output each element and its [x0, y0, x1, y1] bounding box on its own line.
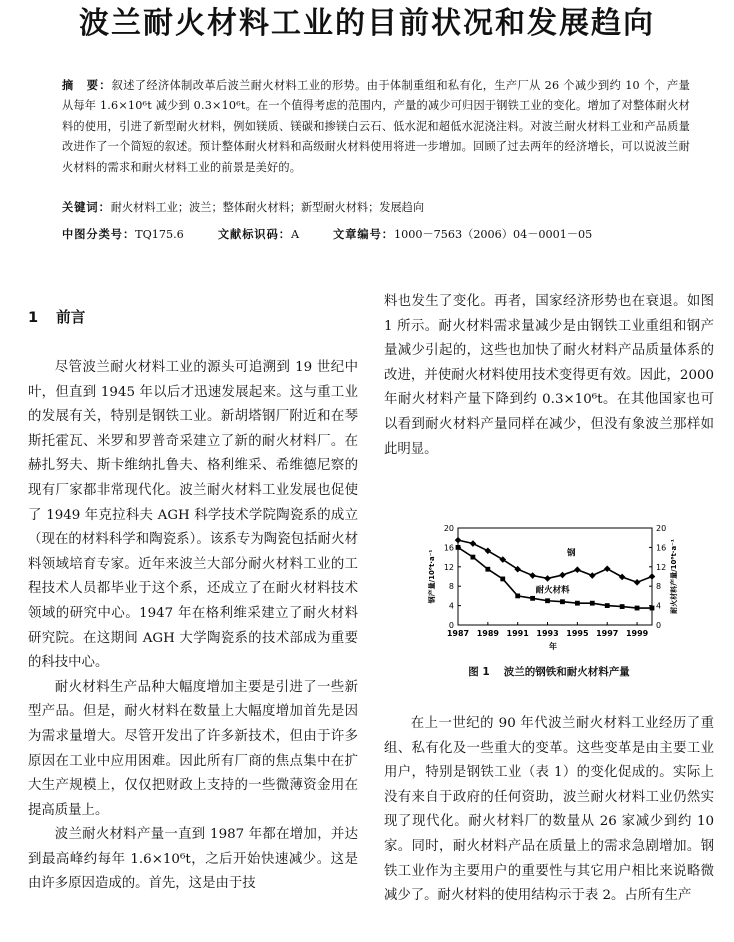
x-axis-label: 年	[549, 642, 557, 651]
figure-number: 图 1	[468, 666, 490, 678]
data-point-refractory	[471, 555, 476, 560]
series-label-refractory: 耐火材料	[535, 585, 570, 596]
data-point-refractory	[500, 577, 505, 582]
classification-line	[62, 226, 592, 242]
keywords-text: 耐火材料工业；波兰；整体耐火材料；新型耐火材料；发展趋向	[110, 201, 425, 214]
y-tick-label-left: 0	[448, 621, 454, 630]
data-point-steel	[634, 579, 641, 586]
y-tick-label-right: 20	[656, 524, 667, 533]
data-point-steel	[470, 540, 477, 547]
figure-caption	[384, 664, 714, 679]
section-number: 1	[28, 309, 39, 326]
series-label-steel: 钢	[566, 548, 576, 559]
y-tick-label-left: 8	[448, 582, 454, 592]
y-tick-label-left: 12	[443, 562, 454, 572]
data-point-steel	[649, 573, 656, 580]
doc-code-value: A	[290, 228, 300, 241]
y-tick-label-left: 4	[448, 601, 454, 611]
data-point-steel	[529, 572, 536, 579]
y-tick-label-left: 20	[443, 524, 454, 533]
abstract-label: 摘 要：	[62, 79, 112, 92]
data-point-steel	[544, 575, 551, 582]
x-tick-label: 1987	[446, 629, 470, 638]
paragraph: 耐火材料生产品种大幅度增加主要是引进了一些新型产品。但是，耐火材料在数量上大幅度增加首先是因为需求量增大。尽管开发出了许多新技术，但由于许多原因在工业中应用困难。因此所有厂商的焦点集中在扩大生产规模上，仅仅把财政上支持的一些微薄资金用在提高质量上。	[28, 679, 358, 818]
data-point-refractory	[515, 594, 520, 599]
data-point-refractory	[530, 596, 535, 601]
data-point-steel	[559, 572, 566, 579]
y-axis-label-left: 钢产量/10⁶t·a⁻¹	[428, 549, 436, 604]
right-column-bottom	[384, 712, 714, 909]
x-tick-label: 1997	[596, 629, 619, 638]
data-point-steel	[619, 574, 626, 581]
data-point-steel	[455, 537, 462, 544]
data-point-steel	[574, 566, 581, 573]
abstract-text: 叙述了经济体制改革后波兰耐火材料工业的形势。由于体制重组和私有化，生产厂从 26 个减少到约 10 个，产量从每年 1.6×10⁶t 减少到 0.3×10⁶t。在一个值得考虑的范围内，产量的减少可归因于钢铁工业的变化。增加了对整体耐火材料的使用，引进了新型耐火材料，例如镁质、镁碳和掺镁白云石、低水泥和超低水泥浇注料。对波兰耐火材料工业和产品质量改进作了一个简短的叙述。预计整体耐火材料和高级耐火材料使用将进一步增加。回顾了过去两年的经济增长，可以说波兰耐火材料的需求和耐火材料工业的前景是美好的。	[62, 79, 690, 174]
data-point-refractory	[590, 601, 595, 606]
y-tick-label-right: 16	[656, 543, 667, 553]
paragraph: 波兰耐火材料产量一直到 1987 年都在增加，并达到最高峰约每年 1.6×10⁶t，之后开始快速减少。这是由许多原因造成的。首先，这是由于技	[28, 827, 358, 892]
x-tick-label: 1991	[506, 629, 529, 638]
paragraph: 料也发生了变化。再者，国家经济形势也在衰退。如图 1 所示。耐火材料需求量减少是由钢铁工业重组和钢产量减少引起的，这些也加快了耐火材料产品质量体系的改进，并使耐火材料使用技术变得更有效。因此，2000 年耐火材料产量下降到约 0.3×10⁶t。在其他国家也可以看到耐火材料产量同样在减少，但没有象波兰那样如此明显。	[384, 294, 714, 457]
data-point-refractory	[485, 567, 490, 572]
clc-value: TQ175.6	[135, 228, 184, 241]
section-title: 前言	[56, 309, 86, 326]
data-point-refractory	[456, 545, 461, 550]
data-point-steel	[485, 547, 492, 554]
paper-title: 波兰耐火材料工业的目前状况和发展趋向	[79, 6, 655, 41]
data-point-steel	[589, 572, 596, 579]
data-point-refractory	[635, 606, 640, 611]
x-tick-label: 1993	[536, 629, 559, 638]
y-tick-label-left: 16	[443, 543, 454, 553]
figure-caption-text: 波兰的钢铁和耐火材料产量	[503, 666, 630, 678]
article-number-label: 文章编号：	[333, 228, 394, 241]
article-number-value: 1000－7563（2006）04－0001－05	[394, 228, 593, 241]
paragraph: 在上一世纪的 90 年代波兰耐火材料工业经历了重组、私有化及一些重大的变革。这些变革是由主要工业用户，特别是钢铁工业（表 1）的变化促成的。实际上没有来自于政府的任何资助，波兰耐火材料工业仍然实现了现代化。耐火材料厂的数量从 26 家减少到约 10 家。同时，耐火材料产品在质量上的需求急剧增加。钢铁工业作为主要用户的重要性与其它用户相比来说略微减少了。耐火材料的使用结构示于表 2。占所有生产	[384, 716, 714, 904]
data-point-refractory	[575, 601, 580, 606]
keywords	[62, 199, 424, 215]
keywords-label: 关键词：	[62, 201, 111, 214]
figure-1-chart	[424, 518, 704, 658]
y-tick-label-right: 8	[656, 582, 662, 592]
right-column-top	[384, 290, 714, 462]
abstract	[62, 76, 690, 178]
y-tick-label-right: 12	[656, 562, 667, 572]
y-tick-label-right: 0	[656, 621, 662, 630]
data-point-refractory	[605, 603, 610, 608]
clc-label: 中图分类号：	[62, 228, 136, 241]
y-axis-label-right: 耐火材料产量/10⁶t·a⁻¹	[670, 539, 678, 614]
paragraph: 尽管波兰耐火材料工业的源头可追溯到 19 世纪中叶，但直到 1945 年以后才迅速发展起来。这与重工业的发展有关，特别是钢铁工业。新胡塔钢厂附近和在琴斯托霍瓦、米罗和罗普奇采建立了新的耐火材料厂。在赫扎努夫、斯卡维纳扎鲁夫、格利维采、希维德尼察的现有厂家都非常现代化。波兰耐火材料工业发展也促使了 1949 年克拉科夫 AGH 科学技术学院陶瓷系的成立（现在的材料科学和陶瓷系）。该系专为陶瓷包括耐火材料领域培育专家。近年来波兰大部分耐火材料工业的工程技术人员都毕业于这个系，还成立了在耐火材料技术领域的研究中心。1947 年在格利维采建立了耐火材料研究院。在这期间 AGH 大学陶瓷系的技术部成为重要的科技中心。	[28, 360, 358, 671]
left-column	[28, 356, 358, 897]
data-point-steel	[604, 565, 611, 572]
data-point-refractory	[650, 606, 655, 611]
x-tick-label: 1999	[625, 629, 649, 638]
doc-code-label: 文献标识码：	[217, 228, 291, 241]
y-tick-label-right: 4	[656, 601, 662, 611]
data-point-refractory	[545, 598, 550, 603]
x-tick-label: 1989	[476, 629, 499, 638]
section-heading	[28, 306, 85, 327]
x-tick-label: 1995	[566, 629, 589, 638]
data-point-refractory	[560, 599, 565, 604]
data-point-refractory	[620, 604, 625, 609]
